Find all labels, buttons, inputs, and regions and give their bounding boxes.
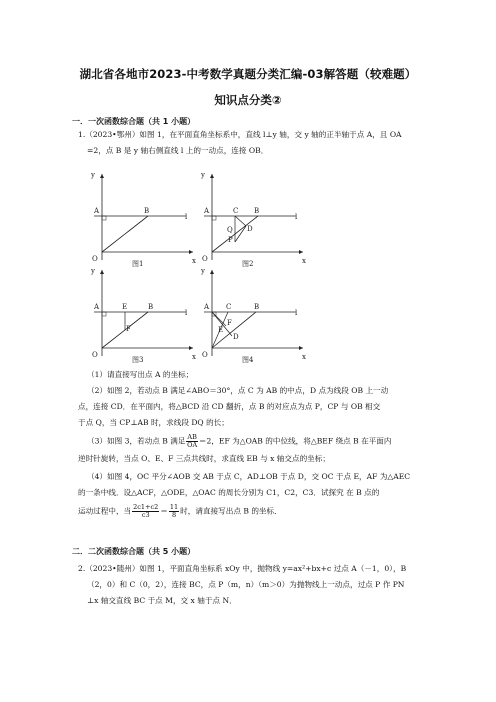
question-1-line-1: 1.（2023•鄂州）如图 1，在平面直角坐标系中，直线 l⊥y 轴，交 y 轴的正半轴于点 A，且 OA (78, 130, 402, 139)
text-span: ＝2，EF 为△OAB 的中位线，将△BEF 绕点 B 在平面内 (198, 436, 392, 446)
svg-text:D: D (247, 225, 253, 233)
svg-text:A: A (204, 207, 210, 215)
svg-text:B: B (254, 303, 260, 311)
svg-text:x: x (302, 257, 306, 265)
figure-4-caption: 图4 (242, 356, 254, 364)
fraction-ab-oa (186, 434, 197, 449)
svg-text:A: A (204, 303, 210, 311)
figure-3 (88, 264, 198, 364)
fraction-denominator: 8 (171, 511, 177, 519)
svg-text:Q: Q (227, 226, 233, 234)
figure-1 (88, 168, 198, 268)
svg-text:l: l (185, 213, 188, 221)
fraction-numerator: 11 (169, 503, 179, 511)
svg-text:y: y (91, 267, 95, 275)
svg-text:B: B (144, 207, 150, 215)
figure-2-caption: 图2 (242, 260, 254, 268)
svg-text:C: C (233, 207, 239, 215)
question-2-line-3: ⊥x 轴交直线 BC 于点 M，交 x 轴于点 N． (87, 596, 237, 605)
svg-text:D: D (233, 333, 239, 341)
fraction-numerator: AB (187, 433, 197, 441)
text-span: 运动过程中，当 (78, 506, 132, 516)
question-1-part-4-line-3 (78, 504, 428, 519)
question-1-part-1: （1）请直接写出点 A 的坐标； (87, 370, 194, 379)
question-1-part-2-line-3: 于点 Q，当 CP⊥AB 时，求线段 DQ 的长； (78, 418, 229, 427)
svg-text:C: C (226, 303, 232, 311)
svg-text:y: y (201, 171, 205, 179)
question-1-line-2: =2，点 B 是 y 轴右侧直线 l 上的一动点，连接 OB． (87, 146, 269, 155)
section-heading-2: 二．二次函数综合题（共 5 小题） (72, 547, 196, 556)
section-heading-1: 一．一次函数综合题（共 1 小题） (72, 117, 196, 126)
svg-text:y: y (91, 171, 95, 179)
text-span: ＝ (160, 506, 168, 516)
fraction-eleven-eighths (169, 504, 179, 519)
svg-text:B: B (148, 303, 154, 311)
svg-text:x: x (302, 353, 306, 361)
svg-text:A: A (94, 207, 100, 215)
svg-text:B: B (254, 207, 260, 215)
svg-text:O: O (92, 255, 98, 263)
question-1-part-4-line-1: （4）如图 4，OC 平分∠AOB 交 AB 于点 C，AD⊥OB 于点 D，交 OC 于点 E，AF 为△AEC (87, 472, 411, 481)
svg-text:O: O (202, 255, 208, 263)
figure-1-caption: 图1 (132, 260, 144, 268)
fraction-denominator: c3 (141, 511, 150, 519)
figure-2 (198, 168, 308, 268)
svg-text:O: O (202, 351, 208, 359)
fraction-denominator: OA (187, 441, 198, 449)
document-subtitle: 知识点分类② (214, 93, 282, 107)
question-1-part-4-line-2: 的一条中线．设△ACF，△ODE，△OAC 的周长分别为 C1，C2，C3．试探究 在 B 点的 (78, 488, 380, 497)
question-1-part-2-line-2: 点，连接 CD．在平面内，将△BCD 沿 CD 翻折，点 B 的对应点为点 P，CP 与 OB 相交 (78, 402, 381, 411)
question-1-part-3-line-1 (87, 434, 437, 449)
question-2-line-1: 2.（2023•随州）如图 1，平面直角坐标系 xOy 中，抛物线 y=ax²+bx+c 过点 A（－1，0），B (78, 564, 407, 573)
figure-4 (198, 264, 308, 364)
svg-text:l: l (295, 213, 298, 221)
question-2-line-2: （2，0）和 C（0，2），连接 BC，点 P（m，n）（m＞0）为抛物线上一动点，过点 P 作 PN (87, 580, 405, 589)
svg-text:E: E (122, 303, 128, 311)
svg-text:x: x (192, 353, 196, 361)
fraction-numerator: 2c1+c2 (133, 503, 159, 511)
question-1-part-2-line-1: （2）如图 2，若动点 B 满足∠ABO＝30°，点 C 为 AB 的中点，D 点为线段 OB 上一动 (87, 386, 389, 395)
svg-text:O: O (92, 351, 98, 359)
text-span: （3）如图 3，若动点 B 满足 (87, 436, 186, 446)
question-1-part-3-line-2: 逆时针旋转，当点 O、E、F 三点共线时，求直线 EB 与 x 轴交点的坐标； (78, 454, 330, 463)
svg-text:A: A (94, 303, 100, 311)
svg-text:F: F (227, 319, 232, 327)
svg-text:x: x (192, 257, 196, 265)
svg-text:P: P (228, 236, 233, 244)
svg-text:E: E (218, 326, 224, 334)
fraction-perimeter-ratio (132, 504, 159, 519)
svg-text:l: l (295, 309, 298, 317)
svg-text:F: F (126, 325, 131, 333)
document-title: 湖北省各地市2023-中考数学真题分类汇编-03解答题（较难题） (79, 67, 417, 81)
text-span: 时，请直接写出点 B 的坐标． (180, 506, 282, 516)
svg-text:l: l (185, 309, 188, 317)
svg-text:y: y (201, 267, 205, 275)
figure-3-caption: 图3 (132, 356, 144, 364)
